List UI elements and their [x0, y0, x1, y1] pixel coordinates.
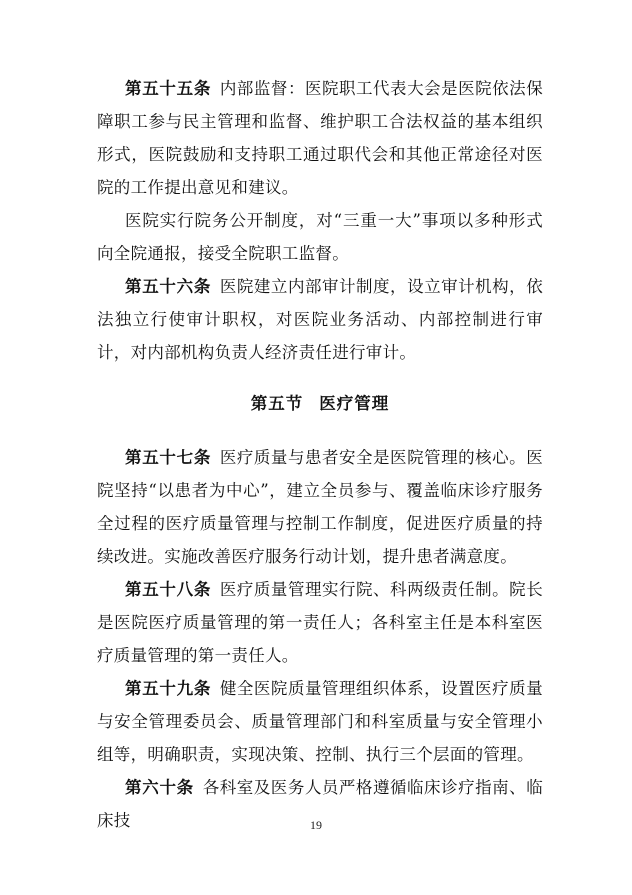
article-paragraph	[97, 270, 543, 369]
article-text: 医院建立内部审计制度，设立审计机构，依法独立行使审计职权，对医院业务活动、内部控制进行审计，对内部机构负责人经济责任进行审计。	[97, 277, 543, 362]
article-text: 医院实行院务公开制度，对“三重一大”事项以多种形式向全院通报，接受全院职工监督。	[97, 211, 543, 263]
article-number: 第六十条	[125, 778, 194, 797]
article-text: 各科室及医务人员严格遵循临床诊疗指南、临床技	[97, 778, 543, 830]
article-text: 医疗质量与患者安全是医院管理的核心。医院坚持“以患者为中心”，建立全员参与、覆盖临床诊疗服务全过程的医疗质量管理与控制工作制度，促进医疗质量的持续改进。实施改善医疗服务行动计划，提升患者满意度。	[97, 448, 543, 566]
article-number: 第五十五条	[125, 79, 212, 98]
page-number: 19	[310, 818, 322, 832]
article-number: 第五十九条	[125, 679, 212, 698]
section-number: 第五节	[250, 394, 304, 413]
article-text: 医疗质量管理实行院、科两级责任制。院长是医院医疗质量管理的第一责任人；各科室主任是本科室医疗质量管理的第一责任人。	[97, 580, 543, 665]
article-number: 第五十六条	[125, 277, 212, 296]
document-body	[97, 72, 543, 837]
article-paragraph	[97, 441, 543, 573]
paragraphs-before-section	[97, 72, 543, 369]
article-text: 健全医院质量管理组织体系，设置医疗质量与安全管理委员会、质量管理部门和科室质量与安全管理小组等，明确职责，实现决策、控制、执行三个层面的管理。	[97, 679, 543, 764]
article-paragraph	[97, 672, 543, 771]
article-text: 内部监督：医院职工代表大会是医院依法保障职工参与民主管理和监督、维护职工合法权益的基本组织形式，医院鼓励和支持职工通过职代会和其他正常途径对医院的工作提出意见和建议。	[97, 79, 543, 197]
section-heading	[97, 388, 543, 420]
article-paragraph	[97, 573, 543, 672]
article-number: 第五十七条	[125, 448, 212, 467]
article-paragraph	[97, 204, 543, 270]
article-paragraph	[97, 72, 543, 204]
section-name: 医疗管理	[319, 394, 390, 413]
paragraphs-after-section	[97, 441, 543, 837]
article-number: 第五十八条	[125, 580, 212, 599]
